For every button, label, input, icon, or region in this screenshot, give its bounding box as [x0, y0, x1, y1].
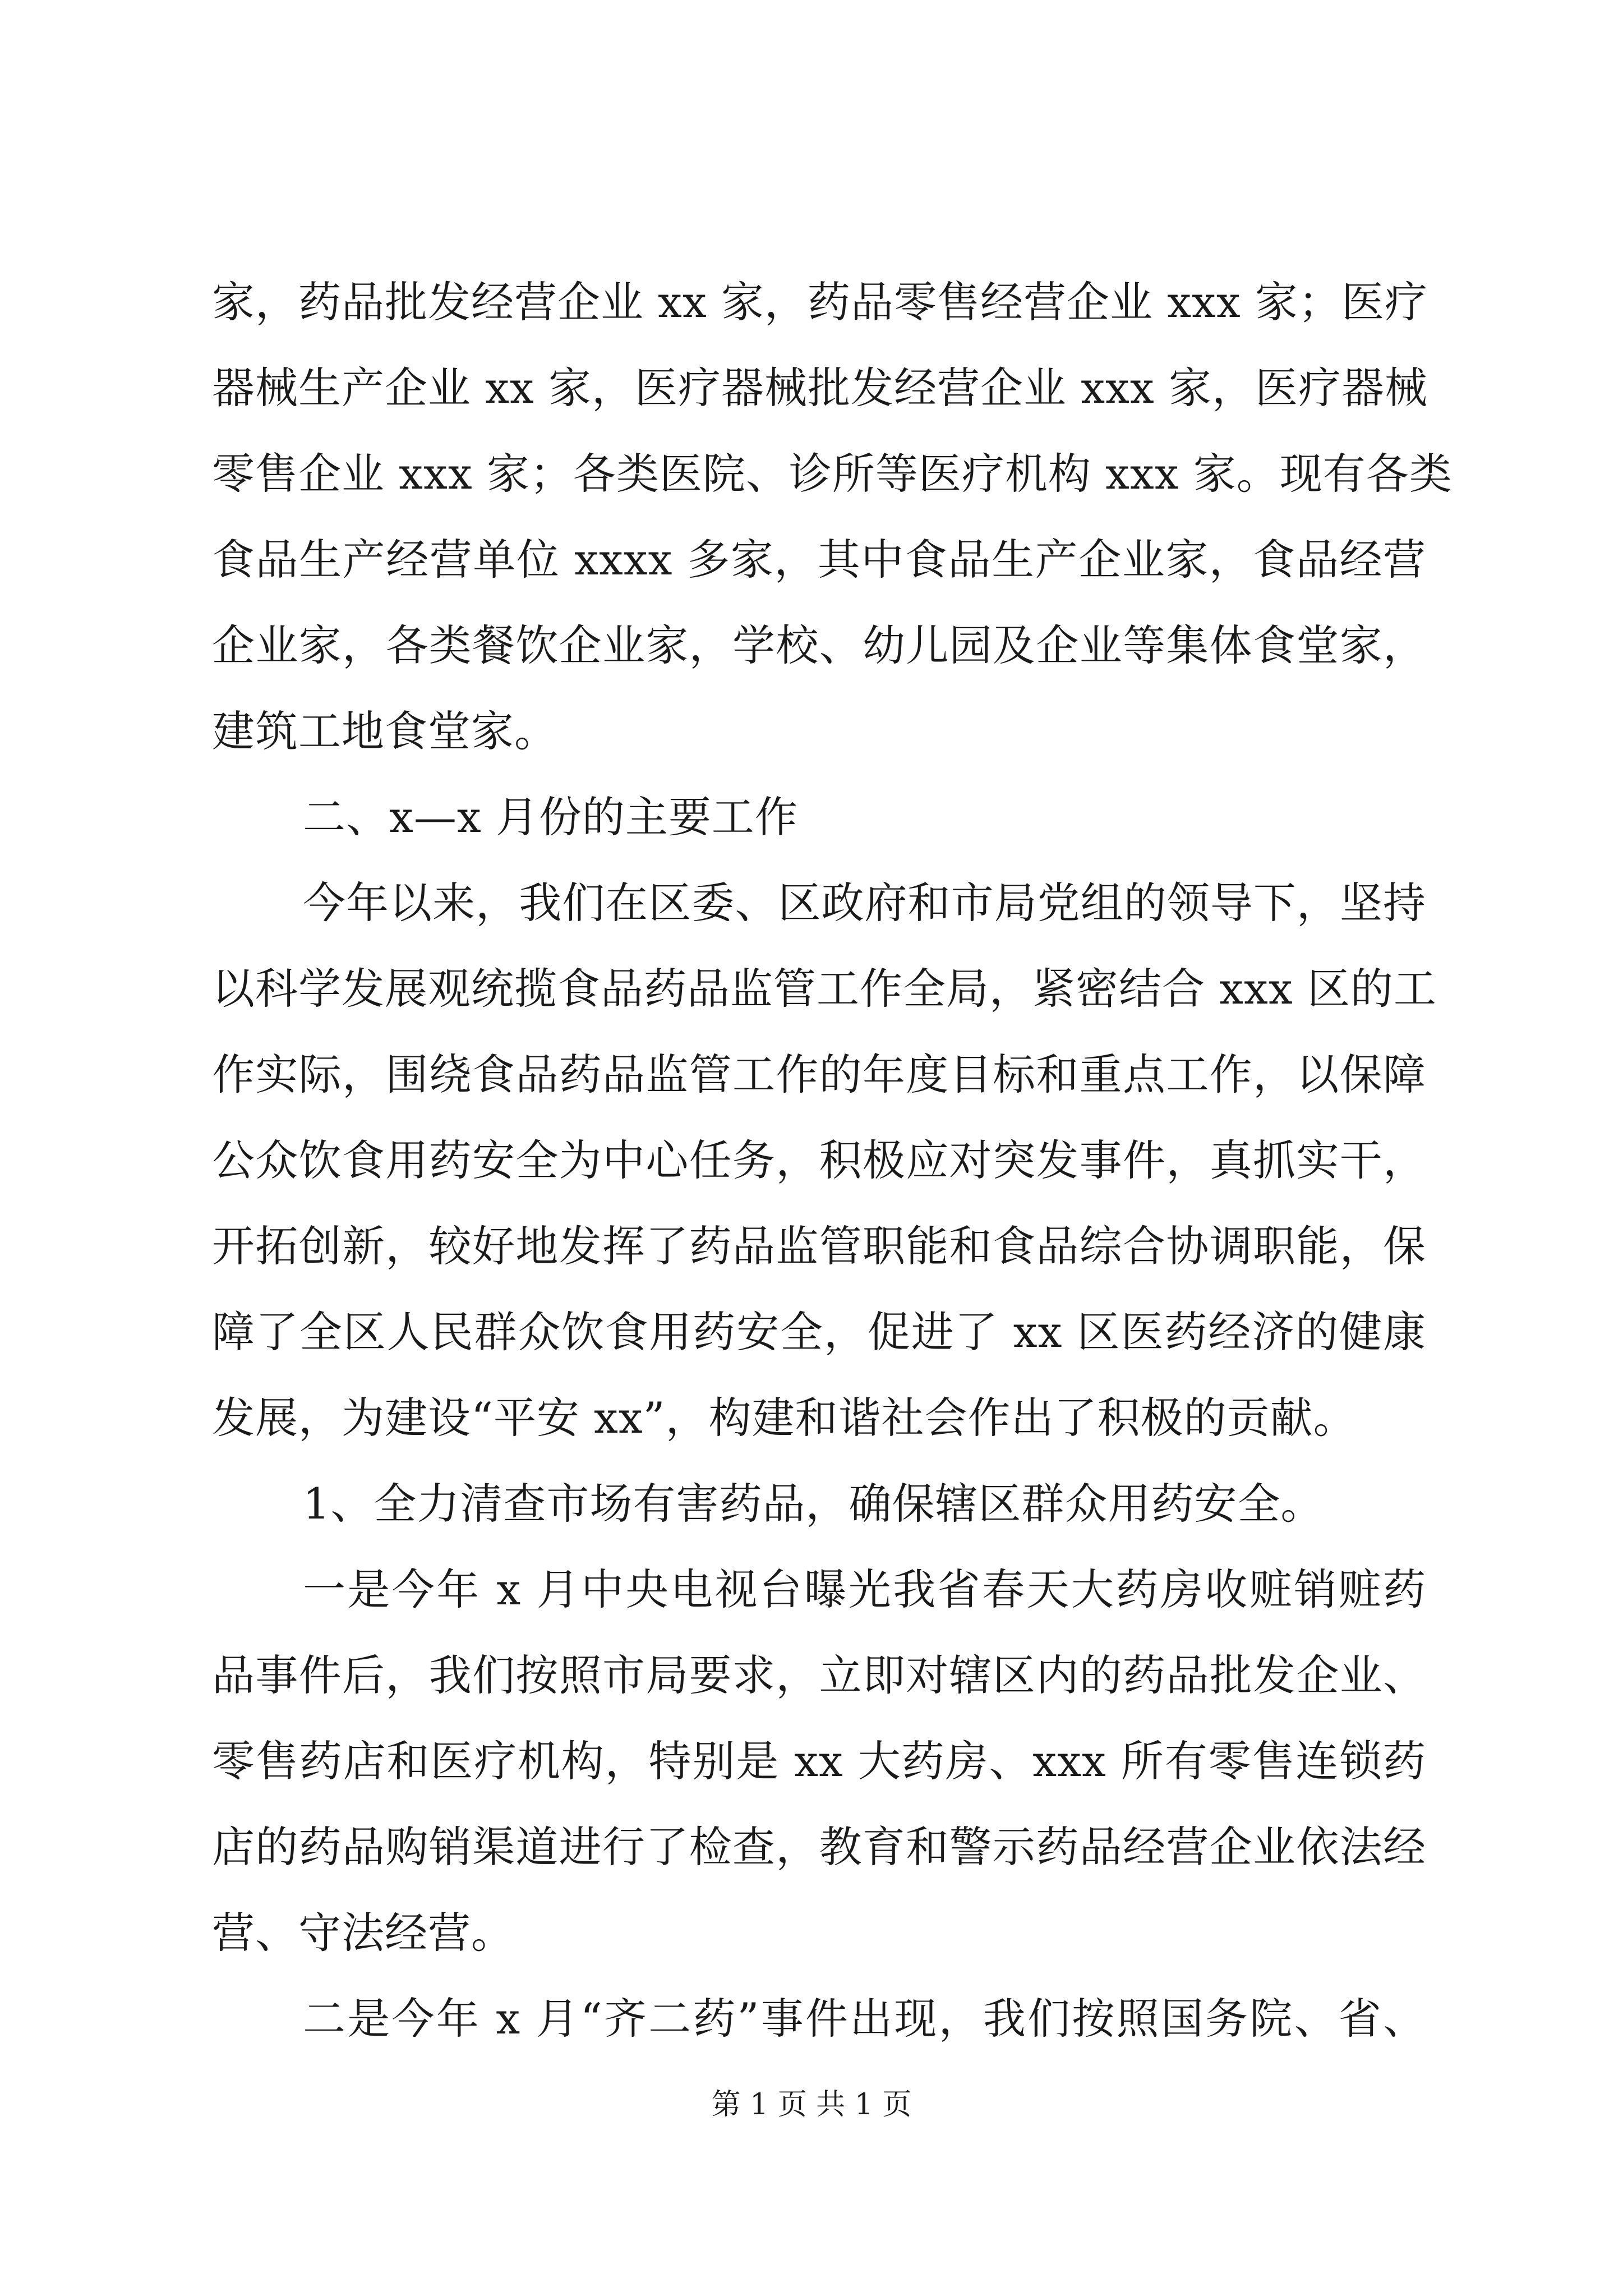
text-line: 零售企业 xxx 家；各类医院、诊所等医疗机构 xxx 家。现有各类 — [212, 449, 1453, 499]
text-line: 建筑工地食堂家。 — [212, 706, 557, 756]
text-line: 零售药店和医疗机构，特别是 xx 大药房、xxx 所有零售连锁药 — [212, 1736, 1426, 1786]
text-line: 器械生产企业 xx 家，医疗器械批发经营企业 xxx 家，医疗器械 — [212, 363, 1428, 413]
text-line: 营、守法经营。 — [212, 1908, 514, 1958]
text-line: 公众饮食用药安全为中心任务，积极应对突发事件，真抓实干， — [212, 1135, 1426, 1185]
text-line: 作实际，围绕食品药品监管工作的年度目标和重点工作，以保障 — [212, 1050, 1426, 1099]
section-heading: 二、x—x 月份的主要工作 — [303, 792, 798, 842]
text-line: 食品生产经营单位 xxxx 多家，其中食品生产企业家，食品经营 — [212, 535, 1426, 585]
paragraph-first-line: 今年以来，我们在区委、区政府和市局党组的领导下，坚持 — [303, 878, 1426, 928]
paragraph-first-line: 一是今年 x 月中央电视台曝光我省春天大药房收赃销赃药 — [303, 1565, 1426, 1614]
text-line: 障了全区人民群众饮食用药安全，促进了 xx 区医药经济的健康 — [212, 1307, 1426, 1357]
text-line: 企业家，各类餐饮企业家，学校、幼儿园及企业等集体食堂家， — [212, 620, 1426, 670]
text-line: 发展，为建设“平安 xx”，构建和谐社会作出了积极的贡献。 — [212, 1393, 1357, 1443]
paragraph-first-line: 二是今年 x 月“齐二药”事件出现，我们按照国务院、省、 — [303, 1994, 1426, 2044]
text-line: 店的药品购销渠道进行了检查，教育和警示药品经营企业依法经 — [212, 1822, 1426, 1872]
text-line: 开拓创新，较好地发挥了药品监管职能和食品综合协调职能，保 — [212, 1221, 1426, 1271]
subsection-heading: 1、全力清查市场有害药品，确保辖区群众用药安全。 — [303, 1479, 1324, 1529]
text-line: 以科学发展观统揽食品药品监管工作全局，紧密结合 xxx 区的工 — [212, 964, 1437, 1014]
document-body — [212, 259, 1453, 2062]
text-line: 品事件后，我们按照市局要求，立即对辖区内的药品批发企业、 — [212, 1650, 1426, 1700]
text-line: 家，药品批发经营企业 xx 家，药品零售经营企业 xxx 家；医疗 — [212, 277, 1428, 327]
page-footer: 第 1 页 共 1 页 — [711, 2088, 912, 2122]
